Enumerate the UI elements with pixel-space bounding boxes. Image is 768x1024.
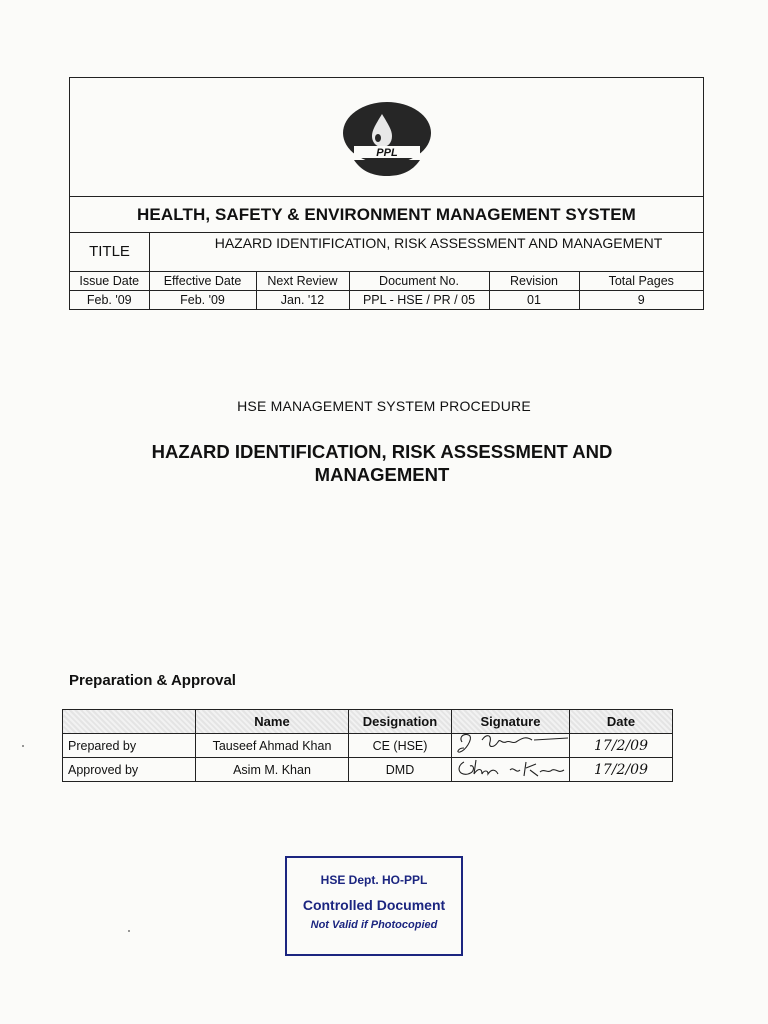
column-header: Name <box>196 710 349 734</box>
meta-values-row <box>70 291 703 310</box>
approval-table <box>62 709 673 782</box>
handwritten-signature <box>452 752 570 782</box>
logo-text: PPL <box>376 147 398 159</box>
controlled-document-stamp <box>285 856 463 956</box>
column-header: Designation <box>349 710 452 734</box>
document-meta-table <box>70 272 703 309</box>
name-cell: Asim M. Khan <box>196 758 349 782</box>
title-label: TITLE <box>70 233 150 271</box>
stamp-line: Not Valid if Photocopied <box>310 919 438 931</box>
procedure-title <box>80 440 684 486</box>
designation-cell: DMD <box>349 758 452 782</box>
column-header: Date <box>570 710 673 734</box>
column-header <box>63 710 196 734</box>
meta-labels-row <box>70 272 703 291</box>
effective-date-value: Feb. '09 <box>149 291 256 310</box>
scan-speck <box>128 930 130 932</box>
procedure-title-line: HAZARD IDENTIFICATION, RISK ASSESSMENT AND <box>151 441 613 462</box>
system-title: HEALTH, SAFETY & ENVIRONMENT MANAGEMENT SYSTEM <box>70 197 703 233</box>
logo-area <box>70 78 703 197</box>
title-row <box>70 233 703 272</box>
column-header: Signature <box>452 710 570 734</box>
meta-label: Total Pages <box>579 272 703 291</box>
meta-label: Effective Date <box>149 272 256 291</box>
date-cell <box>570 758 673 782</box>
name-cell: Tauseef Ahmad Khan <box>196 734 349 758</box>
table-row <box>63 734 673 758</box>
document-header <box>69 77 704 310</box>
role-cell: Approved by <box>63 758 196 782</box>
issue-date-value: Feb. '09 <box>70 291 149 310</box>
date-cell <box>570 734 673 758</box>
procedure-type: HSE MANAGEMENT SYSTEM PROCEDURE <box>237 398 531 414</box>
handwritten-date: 17/2/09 <box>594 761 648 778</box>
meta-label: Document No. <box>349 272 489 291</box>
stamp-line: HSE Dept. HO-PPL <box>320 873 428 887</box>
handwritten-date: 17/2/09 <box>594 737 648 754</box>
ppl-logo <box>342 102 432 178</box>
scan-speck <box>22 745 24 747</box>
approval-header-row <box>63 710 673 734</box>
next-review-value: Jan. '12 <box>256 291 349 310</box>
meta-label: Next Review <box>256 272 349 291</box>
stamp-line: Controlled Document <box>302 897 446 913</box>
document-number-value: PPL - HSE / PR / 05 <box>349 291 489 310</box>
role-cell: Prepared by <box>63 734 196 758</box>
meta-label: Revision <box>489 272 579 291</box>
designation-cell: CE (HSE) <box>349 734 452 758</box>
title-value: HAZARD IDENTIFICATION, RISK ASSESSMENT AND MANAGEMENT <box>214 235 663 251</box>
table-row <box>63 758 673 782</box>
meta-label: Issue Date <box>70 272 149 291</box>
signature-cell <box>452 758 570 782</box>
revision-value: 01 <box>489 291 579 310</box>
total-pages-value: 9 <box>637 293 645 307</box>
procedure-title-line: MANAGEMENT <box>314 464 450 485</box>
preparation-heading: Preparation & Approval <box>69 672 236 689</box>
